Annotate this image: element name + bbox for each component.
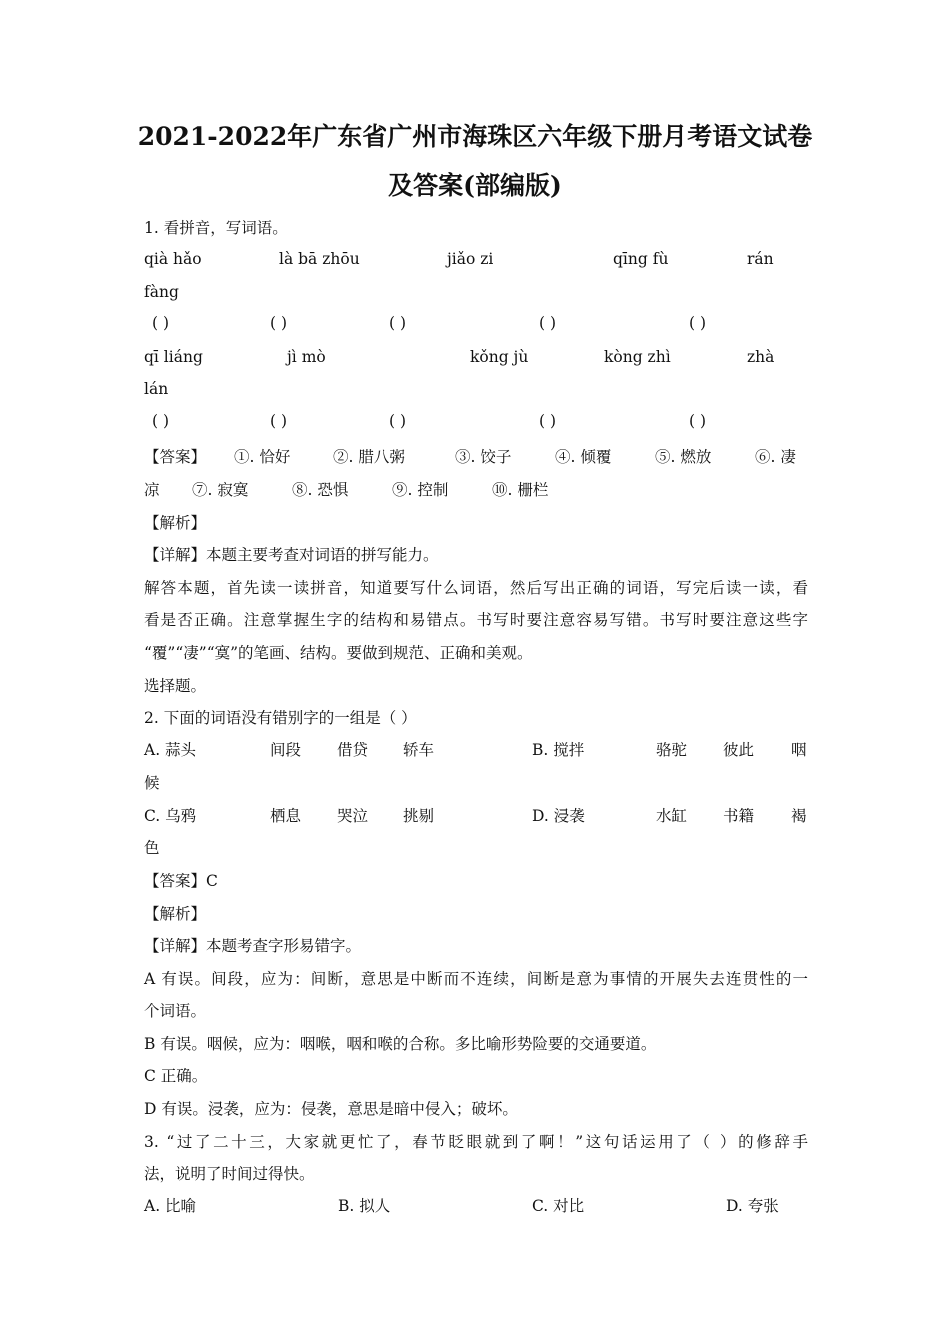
- q2-option-b-wrap: 候: [144, 774, 160, 792]
- answer-bracket: ( ): [152, 412, 170, 430]
- answer-bracket: ( ): [689, 412, 707, 430]
- answer-item: ③. 饺子: [455, 448, 512, 466]
- q2-explain-a-line2: 个词语。: [144, 1002, 207, 1020]
- answer-item: ⑩. 栅栏: [492, 481, 549, 499]
- document-title-line2: 及答案(部编版): [388, 171, 562, 200]
- pinyin-item: rán: [747, 250, 774, 268]
- q2-analysis-label: 【解析】: [144, 905, 207, 923]
- option-word: 栖息: [270, 807, 302, 825]
- q1-explanation-line2: 看是否正确。注意掌握生字的结构和易错点。书写时要注意容易写错。书写时要注意这些字: [144, 611, 808, 629]
- document-title-line1: 2021-2022年广东省广州市海珠区六年级下册月考语文试卷: [137, 122, 813, 151]
- answer-item: ⑥. 凄: [755, 448, 796, 466]
- q2-stem: 2. 下面的词语没有错别字的一组是（ ）: [144, 709, 417, 727]
- option-word: 借贷: [337, 741, 369, 759]
- answer-bracket: ( ): [689, 314, 707, 332]
- q1-explanation-line3: “覆”“凄”“寞”的笔画、结构。要做到规范、正确和美观。: [144, 644, 533, 662]
- pinyin-item: kǒng jù: [470, 348, 529, 366]
- q1-pinyin-row2-wrap: lán: [144, 380, 169, 398]
- answer-item: ⑦. 寂寞: [192, 481, 249, 499]
- answer-bracket: ( ): [539, 314, 557, 332]
- q1-analysis-label: 【解析】: [144, 514, 207, 532]
- option-c: C. 对比: [532, 1197, 585, 1215]
- answer-bracket: ( ): [152, 314, 170, 332]
- answer-bracket: ( ): [389, 314, 407, 332]
- answer-item: ⑨. 控制: [392, 481, 449, 499]
- q1-stem: 1. 看拼音，写词语。: [144, 219, 288, 237]
- answer-item: ⑧. 恐惧: [292, 481, 349, 499]
- option-d: D. 夸张: [726, 1197, 779, 1215]
- answer-label: 【答案】: [144, 448, 207, 466]
- option-word: 书籍: [723, 807, 755, 825]
- option-word: 骆驼: [656, 741, 688, 759]
- option-word: 水缸: [656, 807, 688, 825]
- answer-bracket: ( ): [270, 314, 288, 332]
- option-word: 彼此: [723, 741, 755, 759]
- pinyin-item: qià hǎo: [144, 250, 202, 268]
- pinyin-item: jiǎo zi: [447, 250, 494, 268]
- pinyin-item: jì mò: [287, 348, 326, 366]
- option-a: A. 蒜头: [144, 741, 197, 759]
- option-word: 哭泣: [337, 807, 369, 825]
- q3-stem-line1: 3. “过了二十三，大家就更忙了，春节眨眼就到了啊！”这句话运用了（ ）的修辞手: [144, 1133, 808, 1151]
- pinyin-item: zhà: [747, 348, 775, 366]
- q1-pinyin-row1-wrap: fàng: [144, 283, 179, 301]
- q2-option-d-wrap: 色: [144, 839, 160, 857]
- option-a: A. 比喻: [144, 1197, 197, 1215]
- answer-item: ⑤. 燃放: [655, 448, 712, 466]
- pinyin-item: qī liáng: [144, 348, 203, 366]
- answer-item: 凉: [144, 481, 160, 499]
- answer-bracket: ( ): [539, 412, 557, 430]
- pinyin-item: kòng zhì: [604, 348, 671, 366]
- answer-bracket: ( ): [270, 412, 288, 430]
- q2-explain-a-line1: A 有误。间段，应为：间断，意思是中断而不连续，间断是意为事情的开展失去连贯性的一: [144, 970, 808, 988]
- q3-stem-line2: 法，说明了时间过得快。: [144, 1165, 315, 1183]
- option-word: 间段: [270, 741, 302, 759]
- pinyin-item: là bā zhōu: [279, 250, 360, 268]
- option-word: 轿车: [403, 741, 435, 759]
- option-word: 咽: [791, 741, 807, 759]
- q2-detail: 【详解】本题考查字形易错字。: [144, 937, 362, 955]
- answer-bracket: ( ): [389, 412, 407, 430]
- answer-item: ②. 腊八粥: [333, 448, 405, 466]
- option-c: C. 乌鸦: [144, 807, 197, 825]
- q1-explanation-line1: 解答本题，首先读一读拼音，知道要写什么词语，然后写出正确的词语，写完后读一读，看: [144, 579, 808, 597]
- option-b: B. 搅拌: [532, 741, 585, 759]
- option-d: D. 浸袭: [532, 807, 585, 825]
- q1-detail: 【详解】本题主要考查对词语的拼写能力。: [144, 546, 439, 564]
- option-word: 挑剔: [403, 807, 435, 825]
- q2-explain-c: C 正确。: [144, 1067, 208, 1085]
- option-word: 褐: [791, 807, 807, 825]
- option-b: B. 拟人: [338, 1197, 391, 1215]
- pinyin-item: qīng fù: [613, 250, 669, 268]
- q2-explain-d: D 有误。浸袭，应为：侵袭，意思是暗中侵入；破坏。: [144, 1100, 518, 1118]
- q2-explain-b: B 有误。咽候，应为：咽喉，咽和喉的合称。多比喻形势险要的交通要道。: [144, 1035, 657, 1053]
- section-heading: 选择题。: [144, 677, 207, 695]
- answer-item: ①. 恰好: [234, 448, 291, 466]
- answer-item: ④. 倾覆: [555, 448, 612, 466]
- q2-answer: 【答案】C: [144, 872, 218, 890]
